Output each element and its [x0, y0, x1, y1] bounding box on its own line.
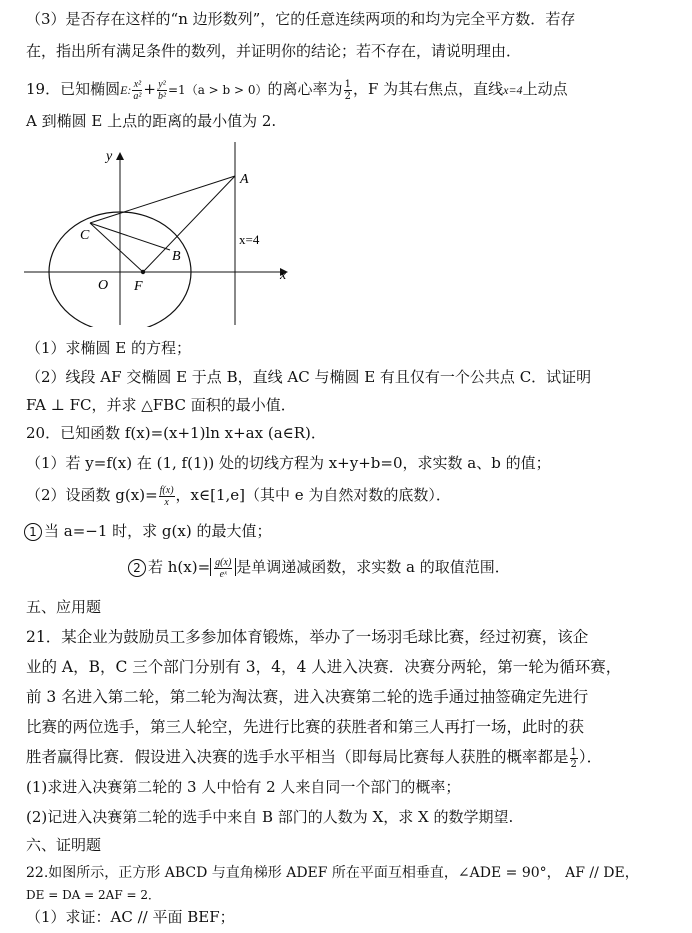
- q21-part2: (2)记进入决赛第二轮的选手中来自 B 部门的人数为 X，求 X 的数学期望.: [26, 808, 514, 826]
- label-B: B: [172, 249, 181, 264]
- section-5-heading: 五、应用题: [26, 598, 102, 616]
- label-x: x: [280, 268, 287, 283]
- q19-line-eq: x=4: [503, 83, 523, 97]
- q21-line1: 21．某企业为鼓励员工多参加体育锻炼，举办了一场羽毛球比赛，经过初赛，该企: [26, 628, 589, 646]
- focus-point: [141, 270, 145, 274]
- q19-stem-b: 的离心率为: [267, 80, 343, 98]
- q18-part3-line1: （3）是否存在这样的“n 边形数列”，它的任意连续两项的和均为完全平方数．若存: [26, 10, 576, 28]
- q19-stem-line1: 19．已知椭圆E: $\frac{\text{x²}}{\text{a²}}$ + $\frac{\text{y²}}{\text{b²}}$ =1（a > b > 0）的离心率为 $\frac{1}{2}$ ，F 为其右焦点，直线x=4上动点: [26, 78, 568, 102]
- q19-eq-rhs: =1: [168, 83, 186, 97]
- half-fraction: $\frac{1}{2}$: [570, 746, 577, 770]
- q20-sub2: 2 若 h(x)= $\frac{g(x)}{\text{eˣ}}$ 是单调递减函数，求实数 a 的取值范围．: [128, 556, 510, 580]
- q19-condition: （a > b > 0）: [185, 83, 268, 97]
- label-line-x4: x=4: [239, 232, 260, 247]
- q22-part1: （1）求证：AC // 平面 BEF；: [26, 908, 235, 926]
- label-C: C: [80, 228, 90, 243]
- y2-over-b2: $\frac{\text{y²}}{\text{b²}}$: [158, 78, 166, 102]
- q19-stem-c: ，F 为其右焦点，直线: [352, 80, 504, 98]
- q20-stem: 20．已知函数 f(x)=(x+1)ln x+ax (a∈R)．: [26, 424, 326, 442]
- q21-line2: 业的 A，B，C 三个部门分别有 3，4，4 人进入决赛．决赛分两轮，第一轮为循环赛，: [26, 658, 622, 676]
- x2-over-a2: $\frac{\text{x²}}{\text{a²}}$: [133, 78, 142, 102]
- label-O: O: [98, 278, 109, 293]
- label-A: A: [240, 172, 249, 187]
- q20-sub1: 1 当 a=−1 时，求 g(x) 的最大值；: [24, 520, 271, 542]
- h-fraction: $\frac{g(x)}{\text{eˣ}}$: [215, 556, 232, 580]
- segment-CF: [90, 223, 143, 272]
- q19-stem-d: 上动点: [522, 80, 568, 98]
- segment-CA: [90, 176, 235, 223]
- section-6-heading: 六、证明题: [26, 836, 102, 854]
- q21-line4: 比赛的两位选手，第三人轮空，先进行比赛的获胜者和第三人再打一场，此时的获: [26, 718, 585, 736]
- label-F: F: [134, 279, 143, 294]
- q21-part1: (1)求进入决赛第二轮的 3 人中恰有 2 人来自同一个部门的概率；: [26, 778, 461, 796]
- circled-number-2: 2: [128, 559, 146, 577]
- q19-stem-line2: A 到椭圆 E 上点的距离的最小值为 2.: [26, 112, 277, 130]
- q20-part2: （2）设函数 g(x)= $\frac{f(x)}{x}$ ，x∈[1,e]（其中 e 为自然对数的底数）．: [26, 484, 451, 508]
- q18-part3-line2: 在，指出所有满足条件的数列，并证明你的结论；若不存在，请说明理由．: [26, 42, 522, 60]
- q19-eccentricity: $\frac{1}{2}$: [344, 78, 351, 102]
- q19-part2-line1: （2）线段 AF 交椭圆 E 于点 B，直线 AC 与椭圆 E 有且仅有一个公共点 C．试证明: [26, 368, 592, 386]
- circled-number-1: 1: [24, 523, 42, 541]
- q19-stem-a: 19．已知椭圆: [26, 80, 121, 98]
- q21-line5: 胜者赢得比赛．假设进入决赛的选手水平相当（即每局比赛每人获胜的概率都是 $\frac{1}{2}$ ）．: [26, 746, 603, 770]
- q22-line2: DE = DA = 2AF = 2．: [26, 888, 160, 902]
- ellipse-diagram: [24, 142, 294, 327]
- segment-CB: [90, 223, 170, 250]
- label-y: y: [106, 149, 113, 164]
- q21-line3: 前 3 名进入第二轮，第二轮为淘汰赛，进入决赛第二轮的选手通过抽签确定先进行: [26, 688, 589, 706]
- q22-line1: 22.如图所示，正方形 ABCD 与直角梯形 ADEF 所在平面互相垂直，∠ADE = 90°， AF // DE，: [26, 865, 639, 881]
- q19-ellipse-name: E:: [120, 83, 132, 97]
- q19-part1: （1）求椭圆 E 的方程；: [26, 339, 192, 357]
- q19-part2-line2: FA ⊥ FC，并求 △FBC 面积的最小值．: [26, 396, 296, 414]
- q20-part1: （1）若 y=f(x) 在 (1, f(1)) 处的切线方程为 x+y+b=0，求实数 a、b 的值；: [26, 454, 551, 472]
- g-fraction: $\frac{f(x)}{x}$: [159, 484, 174, 508]
